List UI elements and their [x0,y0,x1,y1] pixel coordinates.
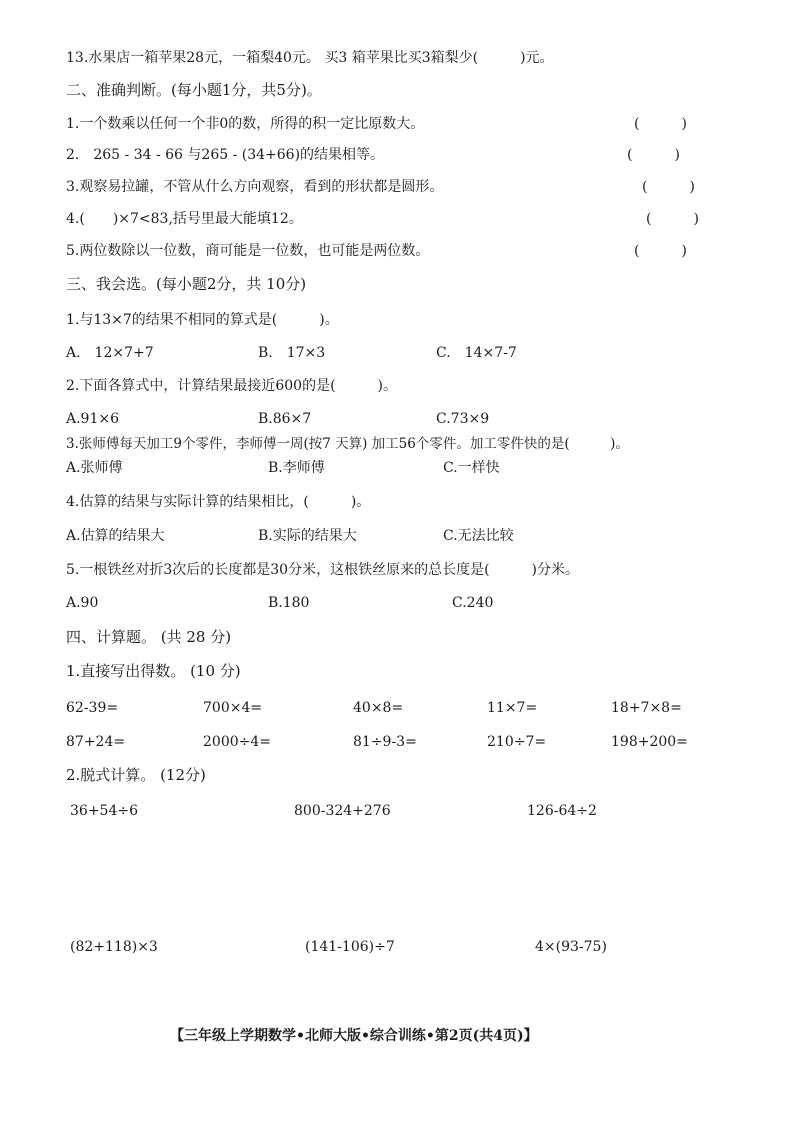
judge-answer-4[interactable]: ( ) [646,211,699,227]
choice-question-2: 2.下面各算式中，计算结果最接近600的是( )。 [66,378,398,394]
judge-item-2: 2. 265 - 34 - 66 与265 - (34+66)的结果相等。 [66,147,385,163]
choice-2-option-c[interactable]: C.73×9 [436,411,490,427]
step-calc-2: 800-324+276 [294,803,391,819]
direct-calc-5: 18+7×8= [611,700,682,716]
direct-calc-2: 700×4= [203,700,263,716]
direct-calc-3: 40×8= [353,700,404,716]
choice-3-option-a[interactable]: A.张师傅 [66,460,123,476]
choice-1-option-c[interactable]: C. 14×7-7 [436,345,517,361]
choice-1-option-a[interactable]: A. 12×7+7 [66,345,154,361]
step-calc-5: (141-106)÷7 [305,939,395,955]
choice-5-option-b[interactable]: B.180 [268,595,310,611]
choice-4-option-b[interactable]: B.实际的结果大 [258,528,357,544]
question-13: 13.水果店一箱苹果28元，一箱梨40元。 买3 箱苹果比买3箱梨少( )元。 [66,50,554,66]
section-2-title: 二、准确判断。(每小题1分，共5分)。 [66,81,322,99]
step-calc-1: 36+54÷6 [70,803,138,819]
direct-calc-1: 62-39= [66,700,119,716]
judge-item-5: 5.两位数除以一位数，商可能是一位数，也可能是两位数。 [66,243,430,259]
direct-calc-9: 210÷7= [487,734,547,750]
judge-item-3: 3.观察易拉罐，不管从什么方向观察，看到的形状都是圆形。 [66,179,444,195]
page-footer: 【三年级上学期数学•北师大版•综合训练•第2页(共4页)】 [170,1028,538,1044]
step-calc-6: 4×(93-75) [535,939,607,955]
choice-1-option-b[interactable]: B. 17×3 [258,345,326,361]
choice-5-option-a[interactable]: A.90 [66,595,99,611]
choice-question-3: 3.张师傅每天加工9个零件，李师傅一周(按7 天算) 加工56个零件。加工零件快的是( )。 [66,436,629,452]
step-calc-4: (82+118)×3 [70,939,158,955]
choice-4-option-a[interactable]: A.估算的结果大 [66,528,165,544]
choice-question-1: 1.与13×7的结果不相同的算式是( )。 [66,312,339,328]
section-3-title: 三、我会选。(每小题2分，共 10分) [66,275,307,293]
section-4-title: 四、计算题。 (共 28 分) [66,628,232,646]
choice-4-option-c[interactable]: C.无法比较 [443,528,514,544]
direct-calc-10: 198+200= [611,734,688,750]
step-calc-3: 126-64÷2 [527,803,597,819]
direct-calc-7: 2000÷4= [203,734,271,750]
subsection-step-calc: 2.脱式计算。 (12分) [66,766,206,784]
judge-item-4: 4.( )×7<83,括号里最大能填12。 [66,211,303,227]
direct-calc-8: 81÷9-3= [353,734,417,750]
judge-item-1: 1.一个数乘以任何一个非0的数，所得的积一定比原数大。 [66,116,425,132]
judge-answer-1[interactable]: ( ) [634,116,687,132]
judge-answer-2[interactable]: ( ) [627,147,680,163]
subsection-direct-answer: 1.直接写出得数。 (10 分) [66,662,241,680]
judge-answer-5[interactable]: ( ) [634,243,687,259]
direct-calc-4: 11×7= [487,700,538,716]
choice-5-option-c[interactable]: C.240 [452,595,494,611]
choice-question-4: 4.估算的结果与实际计算的结果相比，( )。 [66,494,371,510]
choice-3-option-b[interactable]: B.李师傅 [268,460,325,476]
choice-2-option-a[interactable]: A.91×6 [66,411,120,427]
choice-question-5: 5.一根铁丝对折3次后的长度都是30分米，这根铁丝原来的总长度是( )分米。 [66,562,580,578]
judge-answer-3[interactable]: ( ) [642,179,695,195]
direct-calc-6: 87+24= [66,734,126,750]
choice-3-option-c[interactable]: C.一样快 [443,460,500,476]
choice-2-option-b[interactable]: B.86×7 [258,411,312,427]
